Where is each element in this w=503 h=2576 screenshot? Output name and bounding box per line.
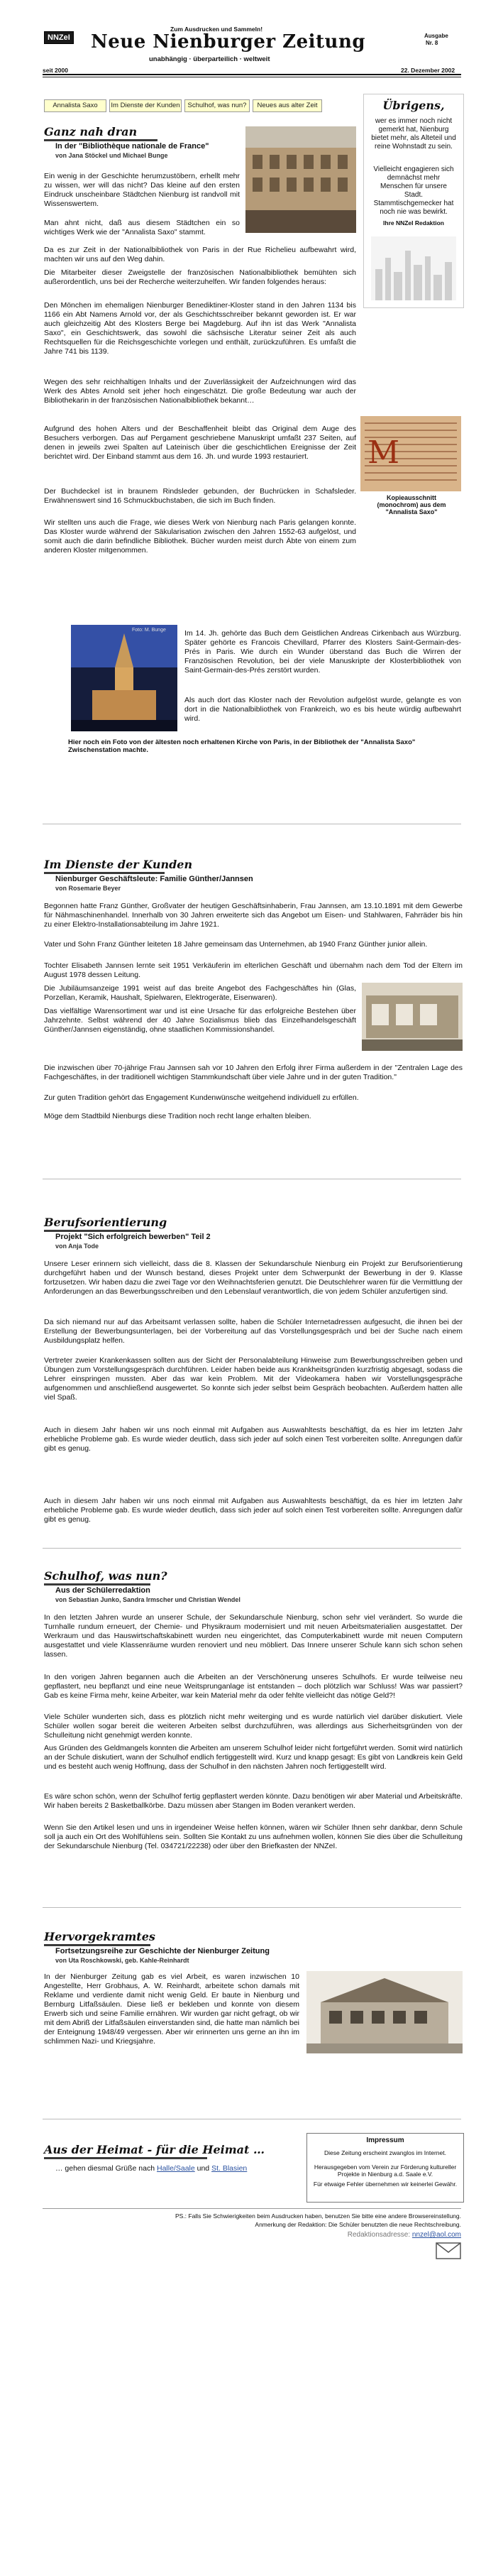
article2-paragraph-1: Begonnen hatte Franz Günther, Großvater der heutigen Geschäftsinhaberin, Frau Jannsen, am 13.10.1891 mit dem Gewerbe für Nähmaschinenhandel. Innerhalb von 30 Jahren erweiterte sich das Angebot um Eisen- und Stahlwaren, Fahrräder bis hin zu einer Elektro-Installationsabteilung im Jahre 1921.	[44, 902, 463, 929]
article3-paragraph-3: Vertreter zweier Krankenkassen sollten aus der Sicht der Personalabteilung Hinweise zum Bewerbungsschreiben geben und Übungen zum Vorstellungsgespräch durchführen. Leider haben beide aus Krankheitsgründen kurzfristig abgesagt, sodass die Lehrer einspringen mussten. Aber das war kein Problem. Mit der Videokamera haben wir Vorstellungsgespräche aufgenommen und anschließend ausgewertet. So konnte sich jeder selbst beim Gespräch beobachten. Außerdem hatten alle viel Spaß.	[44, 1356, 463, 1402]
masthead-badge: NNZeI	[44, 31, 74, 44]
article1-paragraph-9: Wir stellten uns auch die Frage, wie dieses Werk von Nienburg nach Paris gelangen konnte. Das Kloster wurde während der Säkularisation zwischen den Jahren 1552-63 aufgelöst, und somit auch die darin befindliche Bibliothek. Bücher wurden meist durch Äbte von einem zum anderen Kloster mitgenommen.	[44, 518, 356, 555]
section-rule	[44, 139, 157, 141]
article1-byline: von Jana Stöckel und Michael Bunge	[55, 152, 168, 159]
nav-schulhof[interactable]: Schulhof, was nun?	[184, 99, 250, 112]
article1-paragraph-4: Die Mitarbeiter dieser Zweigstelle der französischen Nationalbibliothek bemühten sich außerordentlich, uns bei der Recherche weiterzuhelfen. Wir fanden folgendes heraus:	[44, 268, 356, 286]
old-building-photo	[306, 1971, 463, 2053]
section-heading-ganz-nah-dran: Ganz nah dran	[44, 125, 138, 138]
article2-paragraph-3: Tochter Elisabeth Jannsen lernte seit 1951 Verkäuferin im elterlichen Geschäft und übernahm nach dem Tod der Eltern im August 1978 dessen Leitung.	[44, 961, 463, 979]
footer-rule	[43, 2208, 461, 2209]
article3-paragraph-2: Da sich niemand nur auf das Arbeitsamt verlassen sollte, haben die Schüler Internetadressen aufgesucht, die ihnen bei der Erstellung der Bewerbungsunterlagen, bei der Vorbereitung auf das Vorstellungsgespräch und bei der Suche nach einem Ausbildungsplatz helfen.	[44, 1318, 463, 1345]
article3-byline: von Anja Tode	[55, 1243, 99, 1250]
footer-note: Anmerkung der Redaktion: Die Schüler benutzten die neue Rechtschreibung.	[255, 2221, 461, 2228]
impressum-title: Impressum	[366, 2136, 404, 2144]
article5-paragraph-1: In der Nienburger Zeitung gab es viel Arbeit, es waren inzwischen 10 Angestellte, Herr Grobhaus, A. W. Reinhardt, arbeitete schon damals mit Reklame und verdiente damit nicht wenig Geld. Er baute in Nienburg und Bernburg Litfaßsäulen. Diese ließ er bekleben und konnte von diesem Erwerb sich und seine Familie ernähren. Wir wurden gar nicht gefragt, ob wir mit dem Abriß der Litfaßsäulen einverstanden sind, die hatte man nämlich bei der Enteignung 1948/49 vergessen. Aber wir erinnerten uns gerne an ihn im schlimmen Nazi- und Kriegsjahre.	[44, 1972, 299, 2046]
address-label: Redaktionsadresse:	[347, 2231, 411, 2239]
masthead-title: Neue Nienburger Zeitung	[91, 31, 366, 53]
section-rule	[44, 1583, 150, 1586]
link-halle-saale[interactable]: Halle/Saale	[157, 2164, 195, 2173]
article1-paragraph-6: Wegen des sehr reichhaltigen Inhalts und der Zuverlässigkeit der Aufzeichnungen wird das Werk des Abtes Arnold seit jeher hoch eingeschätzt. Die große Bedeutung war auch der Bibliothekarin in der französischen Nationalbibliothek bekannt…	[44, 378, 356, 405]
article4-paragraph-1: In den letzten Jahren wurde an unserer Schule, der Sekundarschule Nienburg, schon sehr viel verändert. So wurde die Turnhalle rundum erneuert, der Chemie- und Physikraum modernisiert und mit neuen Arbeitsmaterialien ausgestattet. Der Werkraum und das Hauswirtschaftskabinett wurden neu eingerichtet, das Computerkabinett wurde mit neuen Computern ausgestattet und viele Klassenräume wurden renoviert und neu möbliert. Das Innere unserer Schule kann sich schon sehen lassen.	[44, 1613, 463, 1659]
article2-paragraph-6: Die inzwischen über 70-jährige Frau Jannsen sah vor 10 Jahren den Erfolg ihrer Firma außerdem in der "Zentralen Lage des Fachgeschäftes, in der traditionell wichtigen Stammkundschaft über viele Jahre und in der guten Tradition."	[44, 1064, 463, 1081]
impressum-line-2: Herausgegeben vom Verein zur Förderung kultureller Projekte in Nienburg a.d. Saale e.V.	[314, 2163, 457, 2178]
greetings-prefix: … gehen diesmal Grüße nach	[55, 2164, 155, 2173]
section-heading-schulhof: Schulhof, was nun?	[44, 1569, 167, 1583]
manuscript-copy-image	[360, 416, 461, 491]
article3-headline: Projekt "Sich erfolgreich bewerben" Teil 2	[55, 1233, 211, 1241]
church-photo-credit: Foto: M. Bunge	[132, 628, 166, 633]
section-heading-berufsorientierung: Berufsorientierung	[44, 1216, 167, 1229]
article3-paragraph-4: Auch in diesem Jahr haben wir uns noch einmal mit Aufgaben aus Auswahltests beschäftigt, da es hier im letzten Jahr erhebliche Probleme gab. Es wurde wieder deutlich, dass sich jeder auf solch einen Test vorbereiten sollte. Anregungen dafür gibt es genug.	[44, 1426, 463, 1453]
greetings-line	[55, 2164, 247, 2173]
article1-paragraph-2: Man ahnt nicht, daß aus diesem Städtchen ein so wichtiges Werk wie der "Annalista Saxo" stammt.	[44, 219, 240, 236]
article4-paragraph-4: Aus Gründen des Geldmangels konnten die Arbeiten am unserem Schulhof leider nicht fortgeführt werden. Somit wird natürlich an der Schule diskutiert, wann der Schulhof endlich fertiggestellt wird. Kurz und knapp gesagt: Es gibt von Landkreis kein Geld und es besteht auch wenig Hoffnung, dass der Schulhof in den nächsten Jahren noch fertiggestellt wird.	[44, 1744, 463, 1771]
article1-paragraph-8: Der Buchdeckel ist in braunem Rindsleder gebunden, der Buchrücken in Schafsleder. Erwähnenswert sind 16 Schmuckbuchstaben, die sich im Buch finden.	[44, 487, 356, 505]
article5-headline: Fortsetzungsreihe zur Geschichte der Nienburger Zeitung	[55, 1947, 270, 1955]
article1-paragraph-3: Da es zur Zeit in der Nationalbibliothek von Paris in der Rue Richelieu aufbewahrt wird, machten wir uns auf den Weg dahin.	[44, 246, 356, 263]
section-divider	[43, 1548, 461, 1549]
svg-text:M: M	[367, 435, 400, 471]
section-heading-hervorgekramtes: Hervorgekramtes	[44, 1930, 155, 1943]
article2-paragraph-4: Die Jubiläumsanzeige 1991 weist auf das breite Angebot des Fachgeschäftes hin (Glas, Porzellan, Keramik, Haushalt, Spielwaren, Elektrogeräte, Eisenwaren).	[44, 984, 356, 1002]
edition-number: Nr. 8	[426, 40, 438, 46]
issue-date: 22. Dezember 2002	[401, 67, 455, 74]
nav-neues-alter-zeit[interactable]: Neues aus alter Zeit	[253, 99, 322, 112]
section-rule	[44, 1230, 150, 1232]
article2-paragraph-7: Zur guten Tradition gehört das Engagement Kundenwünsche weitgehend individuell zu erfüllen.	[44, 1093, 359, 1102]
section-rule	[44, 872, 165, 874]
nav-annalista-saxo[interactable]: Annalista Saxo	[44, 99, 106, 112]
sidebar-text-1: wer es immer noch nicht gemerkt hat, Nienburg bietet mehr, als Alteteil und reine Wohnstadt zu sein.	[371, 117, 456, 151]
masthead-rule	[43, 74, 461, 75]
section-divider	[43, 1907, 461, 1908]
sidebar-sign: Ihre NNZeI Redaktion	[383, 219, 444, 227]
article4-paragraph-3: Viele Schüler wunderten sich, dass es plötzlich nicht mehr weiterging und es wurde natürlich viel darüber diskutiert. Viele Schüler wollen sogar bereit die weiteren Arbeiten selbst durchzuführen, was allerdings aus Sicherheitsgründen von der Schulleitung nicht genehmigt werden konnte.	[44, 1713, 463, 1740]
article2-paragraph-8: Möge dem Stadtbild Nienburgs diese Tradition noch recht lange erhalten bleiben.	[44, 1112, 311, 1120]
section-rule	[44, 2157, 207, 2159]
article1-paragraph-7: Aufgrund des hohen Alters und der Beschaffenheit bleibt das Original dem Auge des Besuchers verborgen. Das auf Pergament geschriebene Manuskript umfaßt 237 Seiten, auf denen in jeweils zwei Spalten auf Lateinisch über die geschichtlichen Ereignisse der Zeit berichtet wird. Der Einband stammt aus dem 16. Jh. und wurde 1993 restauriert.	[44, 425, 356, 461]
impressum-box	[306, 2133, 464, 2203]
article1-paragraph-1: Ein wenig in der Geschichte herumzustöbern, erhellt mehr zu wissen, wer will das nicht? Das kleine auf den ersten Eindruck unscheinbare Städtchen Nienburg ist randvoll mit Wissenswertem.	[44, 172, 240, 208]
section-heading-im-dienste: Im Dienste der Kunden	[44, 858, 193, 871]
library-building-photo	[245, 126, 356, 233]
article4-headline: Aus der Schülerredaktion	[55, 1586, 150, 1595]
church-photo	[71, 625, 177, 731]
church-photo-caption: Hier noch ein Foto von der ältesten noch erhaltenen Kirche von Paris, in der Bibliothek der "Annalista Saxo" Zwischenstation machte.	[68, 738, 416, 754]
section-rule	[44, 1944, 150, 1946]
footer-ps: PS.: Falls Sie Schwierigkeiten beim Ausdrucken haben, benutzen Sie bitte eine andere Browsereinstellung.	[175, 2212, 461, 2220]
article3-paragraph-5: Auch in diesem Jahr haben wir uns noch einmal mit Aufgaben aus Auswahltests beschäftigt, da es hier im letzten Jahr erhebliche Probleme gab. Es wurde wieder deutlich, dass sich jeder auf solch einen Test vorbereiten sollte. Anregungen dafür gibt es genug.	[44, 1497, 463, 1524]
article2-byline: von Rosemarie Beyer	[55, 885, 121, 892]
article2-paragraph-5: Das vielfältige Warensortiment war und ist eine Ursache für das erfolgreiche Bestehen über Jahrzehnte. Selbst während der 40 Jahre Sozialismus blieb das Einzelhandelsgeschäft Günther/Jannsen eigenständig, ohne staatlichen Kommissionshandel.	[44, 1007, 356, 1034]
impressum-line-1: Diese Zeitung erscheint zwanglos im Internet.	[324, 2149, 446, 2156]
manuscript-caption: Kopieausschnitt (monochrom) aus dem "Annalista Saxo"	[377, 494, 446, 515]
impressum-line-3: Für etwaige Fehler übernehmen wir keinerlei Gewähr.	[313, 2181, 458, 2188]
city-skyline-icon	[371, 236, 456, 300]
article4-paragraph-6: Wenn Sie den Artikel lesen und uns in irgendeiner Weise helfen können, wären wir Schüler Ihnen sehr dankbar, denn Schule soll ja auch ein Ort des Wohlfühlens sein. Sollten Sie Kontakt zu uns aufnehmen wollen, können Sie dies über die Schulleitung der Sekundarschule Nienburg (Tel. 034721/22238) oder über den Briefkasten der NNZeI.	[44, 1823, 463, 1850]
article4-paragraph-2: In den vorigen Jahren begannen auch die Arbeiten an der Verschönerung unseres Schulhofs. Er wurde teilweise neu gepflastert, neu bepflanzt und eine neue Weitsprunganlage ist entstanden – doch plötzlich war Schluss! Was war passiert? Gab es keine Firma mehr, keine Arbeiter, war kein Material mehr da oder fehlte vielleicht das nötige Geld?!	[44, 1673, 463, 1700]
article2-paragraph-2: Vater und Sohn Franz Günther leiteten 18 Jahre gemeinsam das Unternehmen, ab 1940 Franz Günther junior allein.	[44, 940, 428, 949]
sidebar-box	[363, 94, 464, 308]
masthead-subtitle: unabhängig · überparteilich · weltweit	[149, 55, 270, 63]
shop-photo	[362, 983, 463, 1051]
article1-paragraph-11: Als auch dort das Kloster nach der Revolution aufgelöst wurde, gelangte es von dort in die Nationalbibliothek von Frankreich, wo es bis heute würdig aufbewahrt wird.	[184, 696, 461, 723]
article1-paragraph-10: Im 14. Jh. gehörte das Buch dem Geistlichen Andreas Cirkenbach aus Würzburg. Später gehörte es Francois Chevillard, Pfarrer des Klosters Saint-Germain-des-Prés in Paris. Wie durch ein Wunder überstand das Buch die Wirren der Französischen Revolution, bei der viele Manuskripte der Klosterbibliothek von Saint-Germain-des-Prés zerstört wurden.	[184, 629, 461, 675]
article1-headline: In der "Bibliothèque nationale de France"	[55, 142, 209, 151]
nav-im-dienste[interactable]: Im Dienste der Kunden	[109, 99, 182, 112]
since-label: seit 2000	[43, 67, 68, 74]
section-heading-heimat: Aus der Heimat - für die Heimat …	[44, 2143, 265, 2156]
article3-paragraph-1: Unsere Leser erinnern sich vielleicht, dass die 8. Klassen der Sekundarschule Nienburg ein Projekt zur Berufsorientierung durchgeführt haben und der Wunsch bestand, dieses Projekt unter dem Schwerpunkt der Bewerbung in der 9. Klasse fortzusetzen. Wir haben dazu die zwei Tage vor den Weihnachtsferien genutzt. Die Deutschlehrer waren für die Vermittlung der Anforderungen an das Bewerbungsschreiben und den Lebenslauf verantwortlich, die von jedem Schüler anzufertigen sind.	[44, 1260, 463, 1296]
sidebar-text-2: Vielleicht engagieren sich demnächst mehr Menschen für unsere Stadt. Stammtischgemecker hat noch nie was bewirkt.	[373, 165, 454, 216]
mail-icon[interactable]	[436, 2242, 461, 2259]
masthead-tagline: Zum Ausdrucken und Sammeln!	[170, 26, 263, 33]
article2-headline: Nienburger Geschäftsleute: Familie Günther/Jannsen	[55, 875, 253, 883]
sidebar-title: Übrigens,	[382, 99, 445, 112]
footer-address	[43, 2231, 461, 2239]
article4-byline: von Sebastian Junko, Sandra Irmscher und Christian Wendel	[55, 1596, 241, 1603]
email-link[interactable]: nnzel@aol.com	[411, 2231, 461, 2239]
edition-label: Ausgabe	[424, 33, 448, 39]
greetings-and: und	[197, 2164, 210, 2173]
article5-byline: von Uta Roschkowski, geb. Kahle-Reinhardt	[55, 1957, 189, 1964]
article1-paragraph-5: Den Mönchen im ehemaligen Nienburger Benediktiner-Kloster stand in den Jahren 1134 bis 1166 ein Abt Namens Arnold vor, der als Geschichtsschreiber bekannt geworden ist. Er war auch gleichzeitig Abt des Klosters Berge bei Magdeburg. Auf ihn ist das Werk "Annalista Saxo", ein Geschichtswerk, das sowohl die sächsische Literatur seiner Zeit als auch Rechtsquellen für die Reichsgeschichte vorlegen und enthält, zurückzuführen. Es umfaßt die Jahre 741 bis 1139.	[44, 301, 356, 356]
article4-paragraph-5: Es wäre schon schön, wenn der Schulhof fertig gepflastert werden könnte. Dazu benötigen wir aber Material und Arbeitskräfte. Wir haben bereits 2 Basketballkörbe. Dazu müssen aber Stangen im Boden verankert werden.	[44, 1792, 463, 1810]
link-st-blasien[interactable]: St. Blasien	[211, 2164, 248, 2173]
